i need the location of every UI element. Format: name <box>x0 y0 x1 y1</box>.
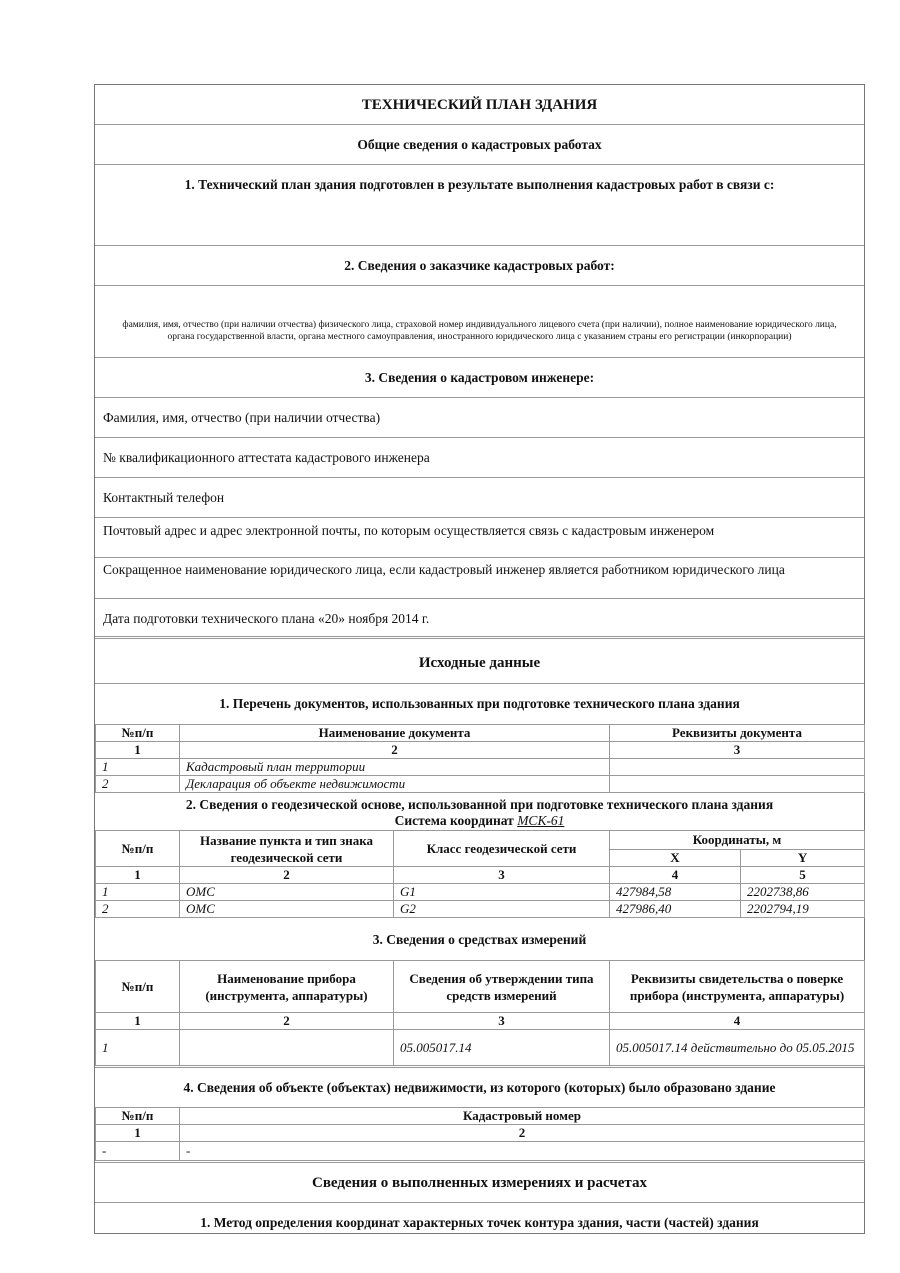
network-class: G1 <box>394 884 610 901</box>
table-header-row <box>96 1108 865 1125</box>
col-number: 1 <box>96 1013 180 1030</box>
col-header-verification: Реквизиты свидетельства о поверке прибора (инструмента, аппаратуры) <box>610 961 865 1013</box>
table-number-row <box>96 1013 865 1030</box>
documents-heading: 1. Перечень документов, использованных при подготовке технического плана здания <box>219 696 740 711</box>
doc-details <box>610 776 865 793</box>
plan-date-field: Дата подготовки технического плана «20» ноября 2014 г. <box>95 599 864 639</box>
table-row <box>96 1030 865 1066</box>
col-number: 1 <box>96 742 180 759</box>
col-header-y: Y <box>741 850 865 867</box>
coordinate-system-value: МСК-61 <box>517 813 565 828</box>
engineer-company-field: Сокращенное наименование юридического лица, если кадастровый инженер является работником юридического лица <box>95 558 864 599</box>
row-number: 1 <box>96 1030 180 1066</box>
col-header-point-name: Название пункта и тип знака геодезической сети <box>180 831 394 867</box>
table-header-row <box>96 961 865 1013</box>
col-number: 3 <box>394 867 610 884</box>
customer-block <box>95 286 864 358</box>
engineer-certificate-field: № квалификационного аттестата кадастрового инженера <box>95 438 864 478</box>
col-number: 2 <box>180 1125 865 1142</box>
col-header-x: X <box>610 850 741 867</box>
doc-details <box>610 759 865 776</box>
col-number: 4 <box>610 1013 865 1030</box>
source-objects-heading: 4. Сведения об объекте (объектах) недвижимости, из которого (которых) было образовано здание <box>95 1067 864 1107</box>
row-number: 2 <box>96 901 180 918</box>
col-number: 2 <box>180 1013 394 1030</box>
table-row <box>96 1142 865 1162</box>
col-number: 5 <box>741 867 865 884</box>
geodesic-heading <box>95 796 864 830</box>
document-title: ТЕХНИЧЕСКИЙ ПЛАН ЗДАНИЯ <box>95 85 864 125</box>
col-header-number: №п/п <box>96 725 180 742</box>
col-header-type-approval: Сведения об утверждении типа средств измерений <box>394 961 610 1013</box>
source-data-heading: Исходные данные <box>95 643 864 684</box>
col-header-doc-name: Наименование документа <box>180 725 610 742</box>
doc-name: Декларация об объекте недвижимости <box>180 776 610 793</box>
coordinate-y: 2202794,19 <box>741 901 865 918</box>
coordinate-y: 2202738,86 <box>741 884 865 901</box>
technical-plan-sheet <box>94 84 865 1234</box>
col-number: 3 <box>394 1013 610 1030</box>
point-name: ОМС <box>180 884 394 901</box>
engineer-address-field: Почтовый адрес и адрес электронной почты, по которым осуществляется связь с кадастровым инженером <box>95 518 864 558</box>
table-number-row <box>96 1125 865 1142</box>
table-number-row <box>96 867 865 884</box>
col-number: 4 <box>610 867 741 884</box>
col-header-network-class: Класс геодезической сети <box>394 831 610 867</box>
coordinate-x: 427984,58 <box>610 884 741 901</box>
documents-table <box>95 724 865 793</box>
table-row <box>96 884 865 901</box>
works-reason-item: 1. Технический план здания подготовлен в результате выполнения кадастровых работ в связи с: <box>95 165 864 246</box>
table-row <box>96 901 865 918</box>
col-number: 1 <box>96 1125 180 1142</box>
col-number: 3 <box>610 742 865 759</box>
geodesic-table <box>95 830 865 918</box>
col-number: 2 <box>180 742 610 759</box>
table-header-row <box>96 831 865 850</box>
col-header-cadastral-number: Кадастровый номер <box>180 1108 865 1125</box>
general-info-heading: Общие сведения о кадастровых работах <box>95 125 864 165</box>
col-header-coordinates: Координаты, м <box>610 831 865 850</box>
table-row <box>96 759 865 776</box>
point-name: ОМС <box>180 901 394 918</box>
instrument-name <box>180 1030 394 1066</box>
engineer-phone-field: Контактный телефон <box>95 478 864 518</box>
instruments-heading: 3. Сведения о средствах измерений <box>372 932 587 947</box>
row-number: 1 <box>96 884 180 901</box>
customer-heading: 2. Сведения о заказчике кадастровых работ: <box>95 246 864 286</box>
coordinate-system-label: Система координат <box>394 813 514 828</box>
instruments-table <box>95 960 865 1066</box>
doc-name: Кадастровый план территории <box>180 759 610 776</box>
source-objects-table <box>95 1107 865 1163</box>
type-approval: 05.005017.14 <box>394 1030 610 1066</box>
col-header-instrument: Наименование прибора (инструмента, аппаратуры) <box>180 961 394 1013</box>
measurements-method-item: 1. Метод определения координат характерных точек контура здания, части (частей) здания <box>200 1215 759 1230</box>
col-number: 1 <box>96 867 180 884</box>
engineer-heading: 3. Сведения о кадастровом инженере: <box>95 358 864 398</box>
coordinate-x: 427986,40 <box>610 901 741 918</box>
col-number: 2 <box>180 867 394 884</box>
col-header-number: №п/п <box>96 1108 180 1125</box>
row-number: - <box>96 1142 180 1162</box>
row-number: 2 <box>96 776 180 793</box>
cadastral-number: - <box>180 1142 865 1162</box>
col-header-number: №п/п <box>96 961 180 1013</box>
geodesic-heading-text: 2. Сведения о геодезической основе, использованной при подготовке технического плана здания <box>185 797 774 812</box>
engineer-name-field: Фамилия, имя, отчество (при наличии отчества) <box>95 398 864 438</box>
measurements-heading: Сведения о выполненных измерениях и расчетах <box>95 1163 864 1203</box>
col-header-number: №п/п <box>96 831 180 867</box>
network-class: G2 <box>394 901 610 918</box>
col-header-doc-details: Реквизиты документа <box>610 725 865 742</box>
table-number-row <box>96 742 865 759</box>
verification-details: 05.005017.14 действительно до 05.05.2015 <box>610 1030 865 1066</box>
table-row <box>96 776 865 793</box>
customer-note: фамилия, имя, отчество (при наличии отчества) физического лица, страховой номер индивидуального лицевого счета (при наличии), полное наименование юридического лица, органа государственной власти, органа местного самоуправления, иностранного юридического лица с указанием страны его регистрации (инкорпорации) <box>122 320 837 342</box>
table-header-row <box>96 725 865 742</box>
row-number: 1 <box>96 759 180 776</box>
